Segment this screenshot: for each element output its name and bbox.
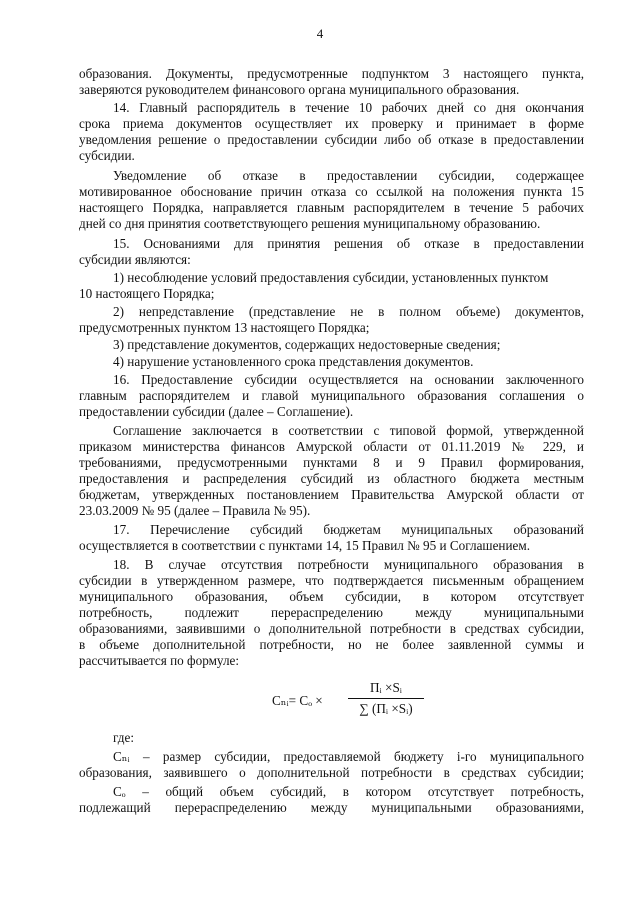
text-line: дней со дня принятия соответствующего решения муниципальному образованию. — [79, 216, 541, 231]
list-item: 1) несоблюдение условий предоставления субсидии, установленных пунктом — [113, 270, 549, 285]
text-line: Уведомление об отказе в предоставлении субсидии, содержащее — [113, 168, 584, 183]
text-line: субсидии в утвержденном размере, что подтверждается письменным обращением — [79, 573, 584, 588]
definition-line: Cₙᵢ – размер субсидии, предоставляемой бюджету i-го муниципального — [113, 749, 584, 764]
text-line: мотивированное обоснование причин отказа со ссылкой на положения пункта 15 — [79, 184, 584, 199]
text-line: 15. Основаниями для принятия решения об отказе в предоставлении — [113, 236, 584, 251]
text-line: где: — [113, 730, 134, 745]
fraction-bar — [348, 698, 424, 699]
text-line: потребность, подлежит перераспределению между муниципальными — [79, 605, 584, 620]
text-line: 16. Предоставление субсидии осуществляется на основании заключенного — [113, 372, 584, 387]
text-line: главным распорядителем и главой муниципального образования соглашения о — [79, 388, 584, 403]
list-item: 3) представление документов, содержащих недостоверные сведения; — [113, 337, 501, 352]
text-line: субсидии являются: — [79, 252, 191, 267]
list-item: 4) нарушение установленного срока представления документов. — [113, 354, 474, 369]
text-line: в объеме дополнительной потребности, но не более заявленной суммы и — [79, 637, 584, 652]
list-item: предусмотренных пунктом 13 настоящего Порядка; — [79, 320, 370, 335]
text-line: заверяются руководителем финансового органа муниципального образования. — [79, 82, 520, 97]
text-line: 14. Главный распорядитель в течение 10 рабочих дней со дня окончания — [113, 100, 584, 115]
text-line: уведомления решение о предоставлении субсидии либо об отказе в предоставлении — [79, 132, 584, 147]
formula-fraction — [348, 679, 424, 717]
definition-line: подлежащий перераспределению между муниципальными образованиями, — [79, 800, 584, 815]
page-number: 4 — [316, 26, 324, 41]
definition-line: образования, заявившего о дополнительной потребности в средствах субсидии; — [79, 765, 584, 780]
list-item: 10 настоящего Порядка; — [79, 286, 215, 301]
text-line: приказом министерства финансов Амурской области от 01.11.2019 № 229, и — [79, 439, 584, 454]
formula-lhs: Cₙᵢ= Cₒ × — [272, 693, 323, 708]
text-line: рассчитывается по формуле: — [79, 653, 240, 668]
text-line: срока приема документов осуществляет их проверку и принимает в форме — [79, 116, 584, 131]
text-line: Соглашение заключается в соответствии с типовой формой, утвержденной — [113, 423, 584, 438]
formula-numerator: Πᵢ ×Sᵢ — [370, 680, 402, 695]
text-line: 17. Перечисление субсидий бюджетам муниципальных образований — [113, 522, 584, 537]
definition-line: Cₒ – общий объем субсидий, в котором отсутствует потребность, — [113, 784, 584, 799]
text-line: осуществляется в соответствии с пунктами 14, 15 Правил № 95 и Соглашением. — [79, 538, 531, 553]
text-line: муниципального образования, объем субсидии, в котором отсутствует — [79, 589, 584, 604]
text-line: требованиями, предусмотренными пунктами 8 и 9 Правил формирования, — [79, 455, 584, 470]
formula-denominator: ∑ (Πᵢ ×Sᵢ) — [359, 701, 413, 716]
text-line: 23.03.2009 № 95 (далее – Правила № 95). — [79, 503, 311, 518]
text-line: бюджетам, утвержденных постановлением Правительства Амурской области от — [79, 487, 584, 502]
text-line: предоставлении субсидии (далее – Соглашение). — [79, 404, 354, 419]
text-line: образованиями, заявившими о дополнительной потребности в средствах субсидии, — [79, 621, 584, 636]
subsidy-formula — [270, 679, 430, 729]
text-line: образования. Документы, предусмотренные подпунктом 3 настоящего пункта, — [79, 66, 584, 81]
text-line: 18. В случае отсутствия потребности муниципального образования в — [113, 557, 584, 572]
list-item: 2) непредставление (представление не в полном объеме) документов, — [113, 304, 584, 319]
text-line: субсидии. — [79, 148, 135, 163]
text-line: настоящего Порядка, направляется главным распорядителем в течение 5 рабочих — [79, 200, 584, 215]
text-line: предоставления и распределения субсидий из областного бюджета местным — [79, 471, 584, 486]
